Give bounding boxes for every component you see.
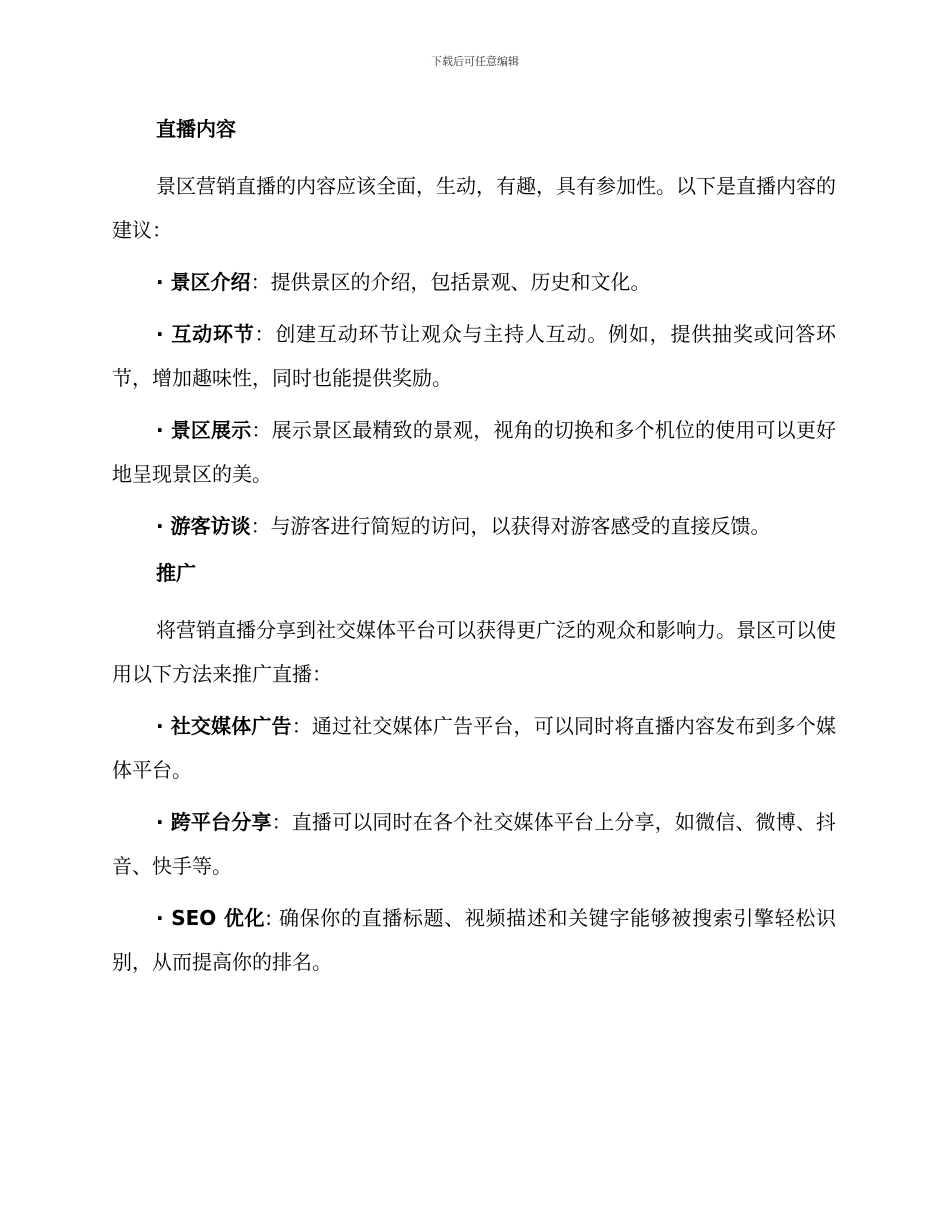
item-text: 直播可以同时在各个社交媒体平台上分享，如微信、微博、抖音、快手等。 <box>112 810 837 878</box>
item-text: 创建互动环节让观众与主持人互动。例如，提供抽奖或问答环节，增加趣味性，同时也能提供奖励。 <box>112 322 837 390</box>
list-item <box>112 312 836 400</box>
list-item <box>112 408 836 496</box>
item-text: 与游客进行简短的访问，以获得对游客感受的直接反馈。 <box>270 514 771 538</box>
section-heading: 推广 <box>156 561 196 585</box>
item-label: · 游客访谈 <box>156 514 251 538</box>
item-label: · 互动环节 <box>156 322 255 346</box>
section-live-content <box>112 112 836 548</box>
item-separator: ： <box>251 418 272 442</box>
page-header-note: 下载后可任意编辑 <box>431 55 519 68</box>
item-label: · SEO 优化 <box>156 906 266 930</box>
item-separator: ： <box>271 810 292 834</box>
section-heading: 直播内容 <box>156 117 236 141</box>
item-label: · 景区介绍 <box>156 270 251 294</box>
item-label: · 社交媒体广告 <box>156 714 292 738</box>
item-separator: ： <box>250 514 271 538</box>
item-text: 展示景区最精致的景观，视角的切换和多个机位的使用可以更好地呈现景区的美。 <box>112 418 837 486</box>
document-body <box>112 112 836 992</box>
item-separator: ： <box>254 322 276 346</box>
section-intro: 景区营销直播的内容应该全面，生动，有趣，具有参加性。以下是直播内容的建议： <box>112 174 836 242</box>
list-item <box>112 800 836 888</box>
list-item <box>112 704 836 792</box>
item-separator: ： <box>291 714 312 738</box>
item-label: · 跨平台分享 <box>156 810 272 834</box>
section-promotion <box>112 556 836 984</box>
section-intro: 将营销直播分享到社交媒体平台可以获得更广泛的观众和影响力。景区可以使用以下方法来推广直播： <box>112 618 836 686</box>
list-item <box>112 504 836 548</box>
item-label: · 景区展示 <box>156 418 252 442</box>
item-text: 确保你的直播标题、视频描述和关键字能够被搜索引擎轻松识别，从而提高你的排名。 <box>112 906 837 974</box>
item-text: 提供景区的介绍，包括景观、历史和文化。 <box>270 270 651 294</box>
list-item <box>112 260 836 304</box>
item-text: 通过社交媒体广告平台，可以同时将直播内容发布到多个媒体平台。 <box>112 714 837 782</box>
item-separator: : <box>265 906 279 930</box>
item-separator: ： <box>250 270 271 294</box>
list-item <box>112 896 836 984</box>
